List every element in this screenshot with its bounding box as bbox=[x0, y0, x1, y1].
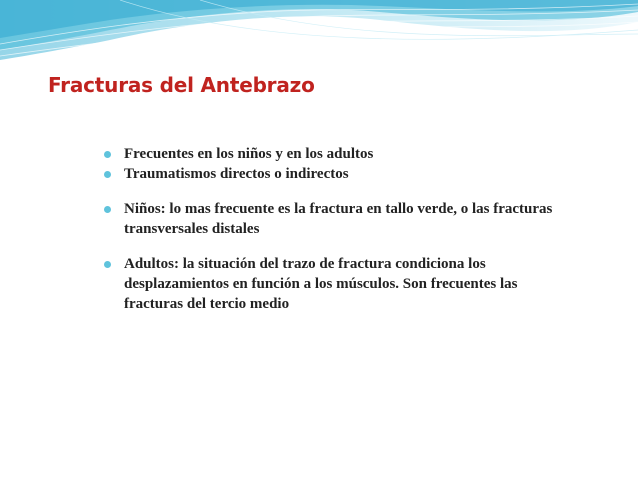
list-item-text: Traumatismos directos o indirectos bbox=[124, 166, 349, 182]
bullet-list bbox=[102, 144, 562, 314]
list-item bbox=[102, 144, 562, 164]
list-item-text: Niños: lo mas frecuente es la fractura en tallo verde, o las fracturas transversales distales bbox=[124, 201, 553, 237]
bullet-dot-icon bbox=[104, 171, 111, 178]
decorative-wave-header bbox=[0, 0, 638, 70]
bullet-dot-icon bbox=[104, 261, 111, 268]
list-item bbox=[102, 254, 562, 314]
bullet-dot-icon bbox=[104, 151, 111, 158]
bullet-dot-icon bbox=[104, 206, 111, 213]
slide-title: Fracturas del Antebrazo bbox=[48, 73, 315, 97]
list-item-text: Frecuentes en los niños y en los adultos bbox=[124, 146, 374, 162]
list-item bbox=[102, 199, 562, 239]
list-item bbox=[102, 164, 562, 184]
list-item-text: Adultos: la situación del trazo de fractura condiciona los desplazamientos en función a los músculos. Son frecuentes las fracturas del tercio medio bbox=[124, 256, 518, 312]
